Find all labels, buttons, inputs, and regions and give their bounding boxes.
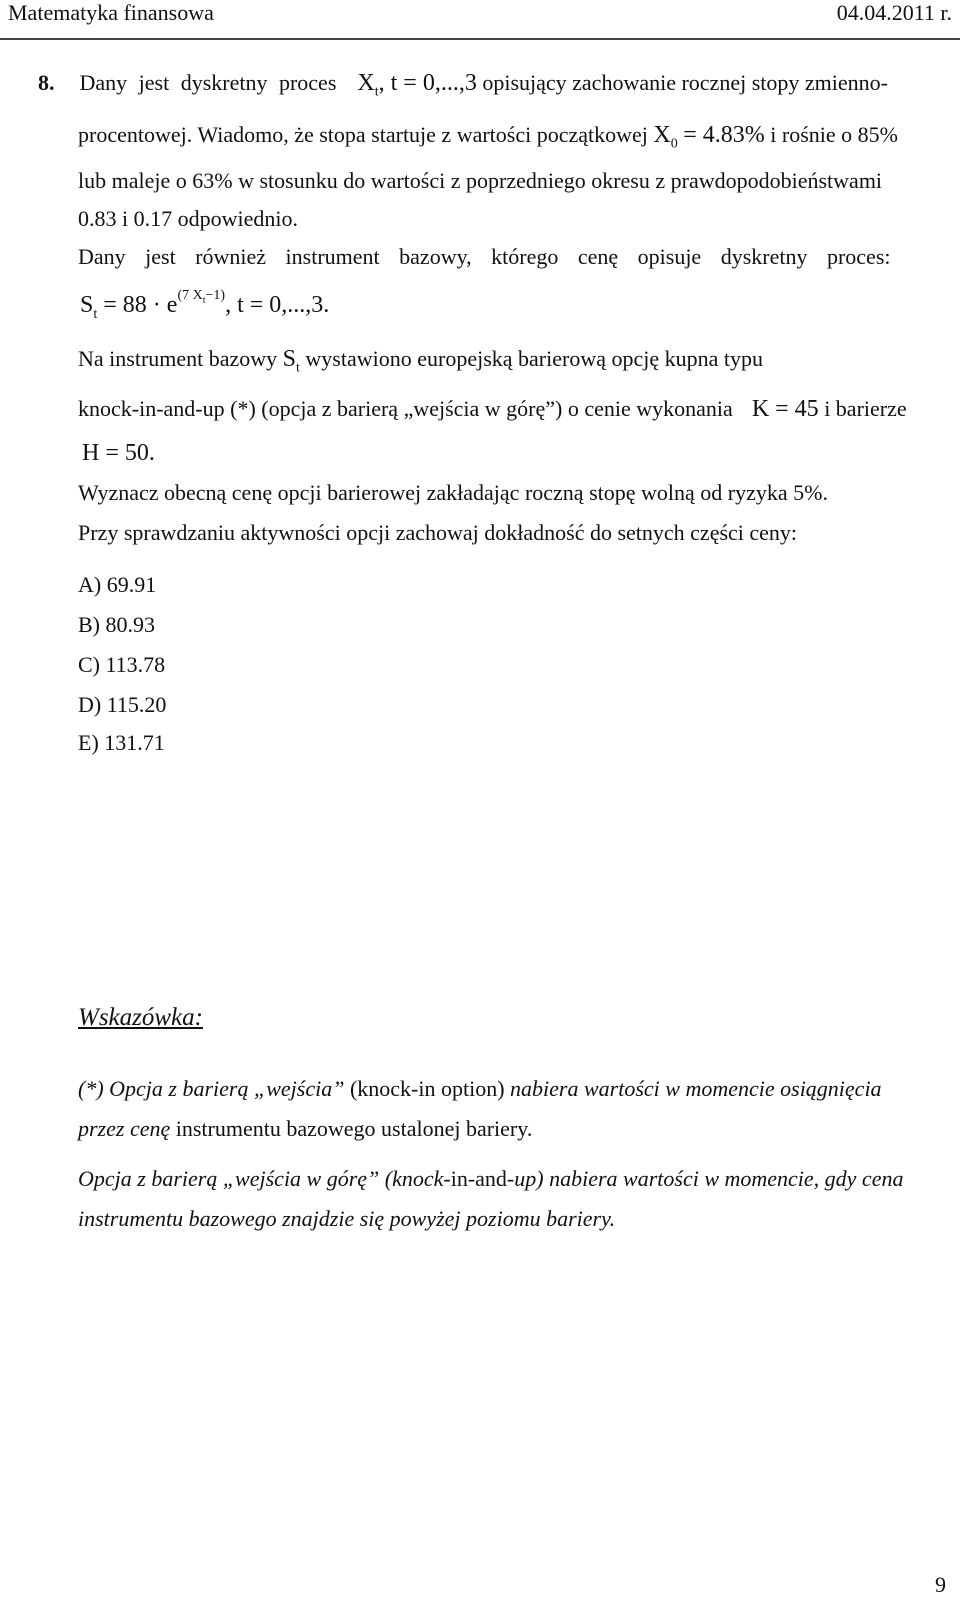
- hint-line-1: [78, 1076, 882, 1102]
- hint-text: nabiera wartości w momencie osiągnięcia: [510, 1076, 882, 1101]
- answer-option: B) 80.93: [78, 612, 155, 637]
- hint-text: przez cenę: [78, 1116, 171, 1141]
- math-sub: t: [296, 360, 300, 376]
- problem-text: Dany jest dyskretny proces: [79, 70, 337, 95]
- header-date: 04.04.2011 r.: [836, 0, 952, 25]
- math-expr: , t = 0,...,3: [378, 70, 477, 96]
- hint-text: instrumentu bazowego ustalonej bariery.: [175, 1116, 533, 1141]
- header-rule: [0, 38, 960, 40]
- problem-line-11: Przy sprawdzaniu aktywności opcji zachowaj dokładność do setnych części ceny:: [78, 520, 798, 545]
- hint-line-4: instrumentu bazowego znajdzie się powyżej poziomu bariery.: [78, 1206, 616, 1231]
- math-S: S: [80, 292, 94, 318]
- hint-line-3: [78, 1166, 903, 1192]
- problem-line-4: 0.83 i 0.17 odpowiednio.: [78, 206, 298, 231]
- math-sub: t: [202, 294, 206, 306]
- math-exponent: (7 X: [177, 288, 203, 303]
- math-sub: t: [93, 306, 98, 322]
- math-expr: = 4.83%: [683, 122, 765, 148]
- problem-line-2: [78, 122, 898, 152]
- problem-text: Dany jest również instrument bazowy, którego cenę opisuje dyskretny proces:: [78, 244, 891, 269]
- page-number: 9: [935, 1572, 946, 1597]
- problem-line-10: Wyznacz obecną cenę opcji barierowej zakładając roczną stopę wolną od ryzyka 5%.: [78, 480, 828, 505]
- math-K: K = 45: [751, 396, 819, 422]
- answer-option: C) 113.78: [78, 652, 166, 677]
- answer-option: D) 115.20: [78, 692, 167, 717]
- hint-title: Wskazówka:: [78, 1004, 203, 1031]
- problem-text: wystawiono europejską barierową opcję kupna typu: [305, 346, 764, 371]
- problem-line-7: [78, 346, 763, 376]
- problem-text: i rośnie o 85%: [770, 122, 898, 147]
- hint-text: (*) Opcja z barierą „wejścia”: [78, 1076, 345, 1101]
- math-X: X: [653, 122, 671, 148]
- hint-text: (knock-in option): [349, 1076, 505, 1101]
- problem-text: Na instrument bazowy: [78, 346, 278, 371]
- problem-text: i barierze: [824, 396, 907, 421]
- math-eq: = 88 · e: [103, 292, 178, 318]
- problem-text: opisujący zachowanie rocznej stopy zmienno-: [482, 70, 888, 95]
- barrier-formula: H = 50.: [82, 440, 155, 466]
- problem-number: 8.: [38, 70, 55, 95]
- answer-option: A) 69.91: [78, 572, 157, 597]
- hint-text: up) nabiera wartości w momencie, gdy cena: [514, 1166, 904, 1191]
- problem-line-8: [78, 396, 907, 423]
- problem-line-5: [78, 244, 952, 270]
- math-tail: , t = 0,...,3.: [225, 292, 330, 318]
- hint-line-2: [78, 1116, 532, 1142]
- problem-line-3: lub maleje o 63% w stosunku do wartości z poprzedniego okresu z prawdopodobieństwami: [78, 168, 883, 193]
- price-formula: [80, 288, 330, 323]
- problem-text: procentowej. Wiadomo, że stopa startuje z wartości początkowej: [78, 122, 648, 147]
- answer-option: E) 131.71: [78, 730, 165, 755]
- math-exponent: −1): [205, 288, 226, 303]
- header-title: Matematyka finansowa: [8, 0, 214, 25]
- math-X: X: [357, 70, 375, 96]
- hint-text: Opcja z barierą „wejścia w górę” (knock: [78, 1166, 444, 1191]
- problem-line-1: [38, 70, 888, 100]
- math-S: S: [282, 346, 297, 372]
- hint-text: -in-and-: [443, 1166, 515, 1191]
- problem-text: knock-in-and-up (*) (opcja z barierą „wejścia w górę”) o cenie wykonania: [78, 396, 733, 421]
- math-sub: t: [374, 84, 379, 100]
- math-sub: 0: [670, 136, 678, 152]
